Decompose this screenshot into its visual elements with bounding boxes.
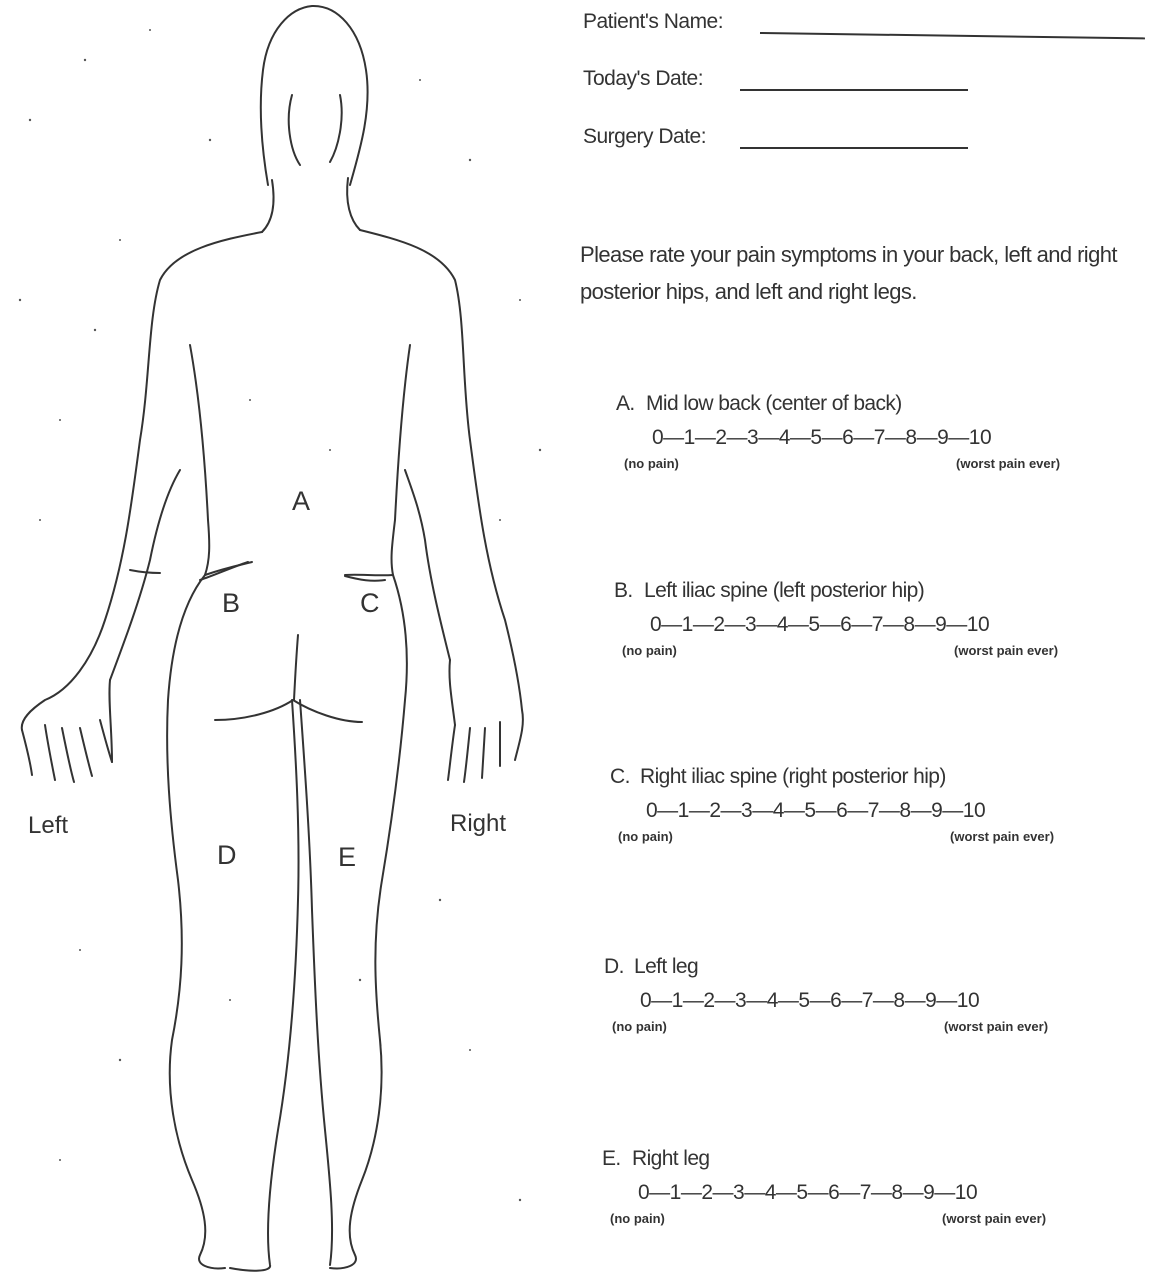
waist-right (345, 575, 393, 576)
pain-scale[interactable]: 0—1—2—3—4—5—6—7—8—9—10 (646, 799, 986, 822)
patient-name-label: Patient's Name: (583, 10, 724, 33)
pain-scale[interactable]: 0—1—2—3—4—5—6—7—8—9—10 (650, 613, 990, 636)
surgery-date-line[interactable] (740, 147, 968, 149)
rating-item-title: Mid low back (center of back) (646, 392, 902, 415)
gluteal-line (215, 700, 362, 722)
rating-item-letter: D. (604, 955, 624, 978)
region-label-c: C (360, 588, 380, 618)
pain-scale[interactable]: 0—1—2—3—4—5—6—7—8—9—10 (652, 426, 992, 449)
rating-item-heading (602, 1147, 1082, 1171)
worst-pain-label: (worst pain ever) (942, 1211, 1047, 1226)
todays-date-label: Today's Date: (583, 67, 704, 90)
right-hand-outline (448, 722, 500, 782)
no-pain-label: (no pain) (622, 643, 677, 658)
rating-item-left-leg (604, 955, 1084, 1034)
region-label-a: A (292, 486, 311, 516)
patient-name-field (583, 10, 723, 34)
worst-pain-label: (worst pain ever) (954, 643, 1059, 658)
rating-item-right-leg (602, 1147, 1082, 1226)
no-pain-label: (no pain) (618, 829, 673, 844)
surgery-date-label: Surgery Date: (583, 125, 707, 148)
neck-outline (262, 178, 360, 232)
left-hand-outline (22, 720, 112, 782)
rating-item-letter: C. (610, 765, 630, 788)
todays-date-field (583, 67, 703, 91)
spine-line (294, 635, 298, 700)
rating-item-letter: A. (616, 392, 635, 415)
rating-item-letter: B. (614, 579, 633, 602)
body-outline-figure (0, 0, 560, 1280)
patient-name-line[interactable] (760, 32, 1145, 39)
rating-item-left-iliac-spine (614, 579, 1094, 658)
scan-noise (19, 29, 541, 1201)
worst-pain-label: (worst pain ever) (944, 1019, 1049, 1034)
region-label-d: D (217, 840, 237, 870)
rating-item-right-iliac-spine (610, 765, 1090, 844)
rating-item-title: Right iliac spine (right posterior hip) (640, 765, 946, 788)
side-label-right: Right (450, 810, 507, 837)
no-pain-label: (no pain) (612, 1019, 667, 1034)
pain-scale[interactable]: 0—1—2—3—4—5—6—7—8—9—10 (640, 989, 980, 1012)
surgery-date-field (583, 125, 706, 149)
rating-item-title: Left leg (634, 955, 699, 978)
rating-item-letter: E. (602, 1147, 621, 1170)
right-leg-outline (330, 575, 407, 1268)
rating-item-title: Left iliac spine (left posterior hip) (644, 579, 925, 602)
worst-pain-label: (worst pain ever) (950, 829, 1055, 844)
rating-item-heading (604, 955, 1084, 979)
side-label-left: Left (28, 812, 69, 839)
worst-pain-label: (worst pain ever) (956, 456, 1061, 471)
left-leg-outline (167, 575, 225, 1268)
rating-item-heading (614, 579, 1094, 603)
no-pain-label: (no pain) (610, 1211, 665, 1226)
region-label-e: E (338, 842, 357, 872)
rating-item-mid-low-back (616, 392, 1096, 471)
head-outline (261, 6, 368, 185)
rating-item-heading (616, 392, 1096, 416)
left-arm-outline (22, 232, 262, 730)
no-pain-label: (no pain) (624, 456, 679, 471)
rating-item-heading (610, 765, 1090, 789)
instructions-text: Please rate your pain symptoms in your back, left and right posterior hips, and left and right legs. (580, 242, 1117, 304)
pain-scale[interactable]: 0—1—2—3—4—5—6—7—8—9—10 (638, 1181, 978, 1204)
region-label-b: B (222, 588, 241, 618)
right-arm-outline (360, 230, 523, 760)
todays-date-line[interactable] (740, 89, 968, 91)
rating-item-title: Right leg (632, 1147, 710, 1170)
